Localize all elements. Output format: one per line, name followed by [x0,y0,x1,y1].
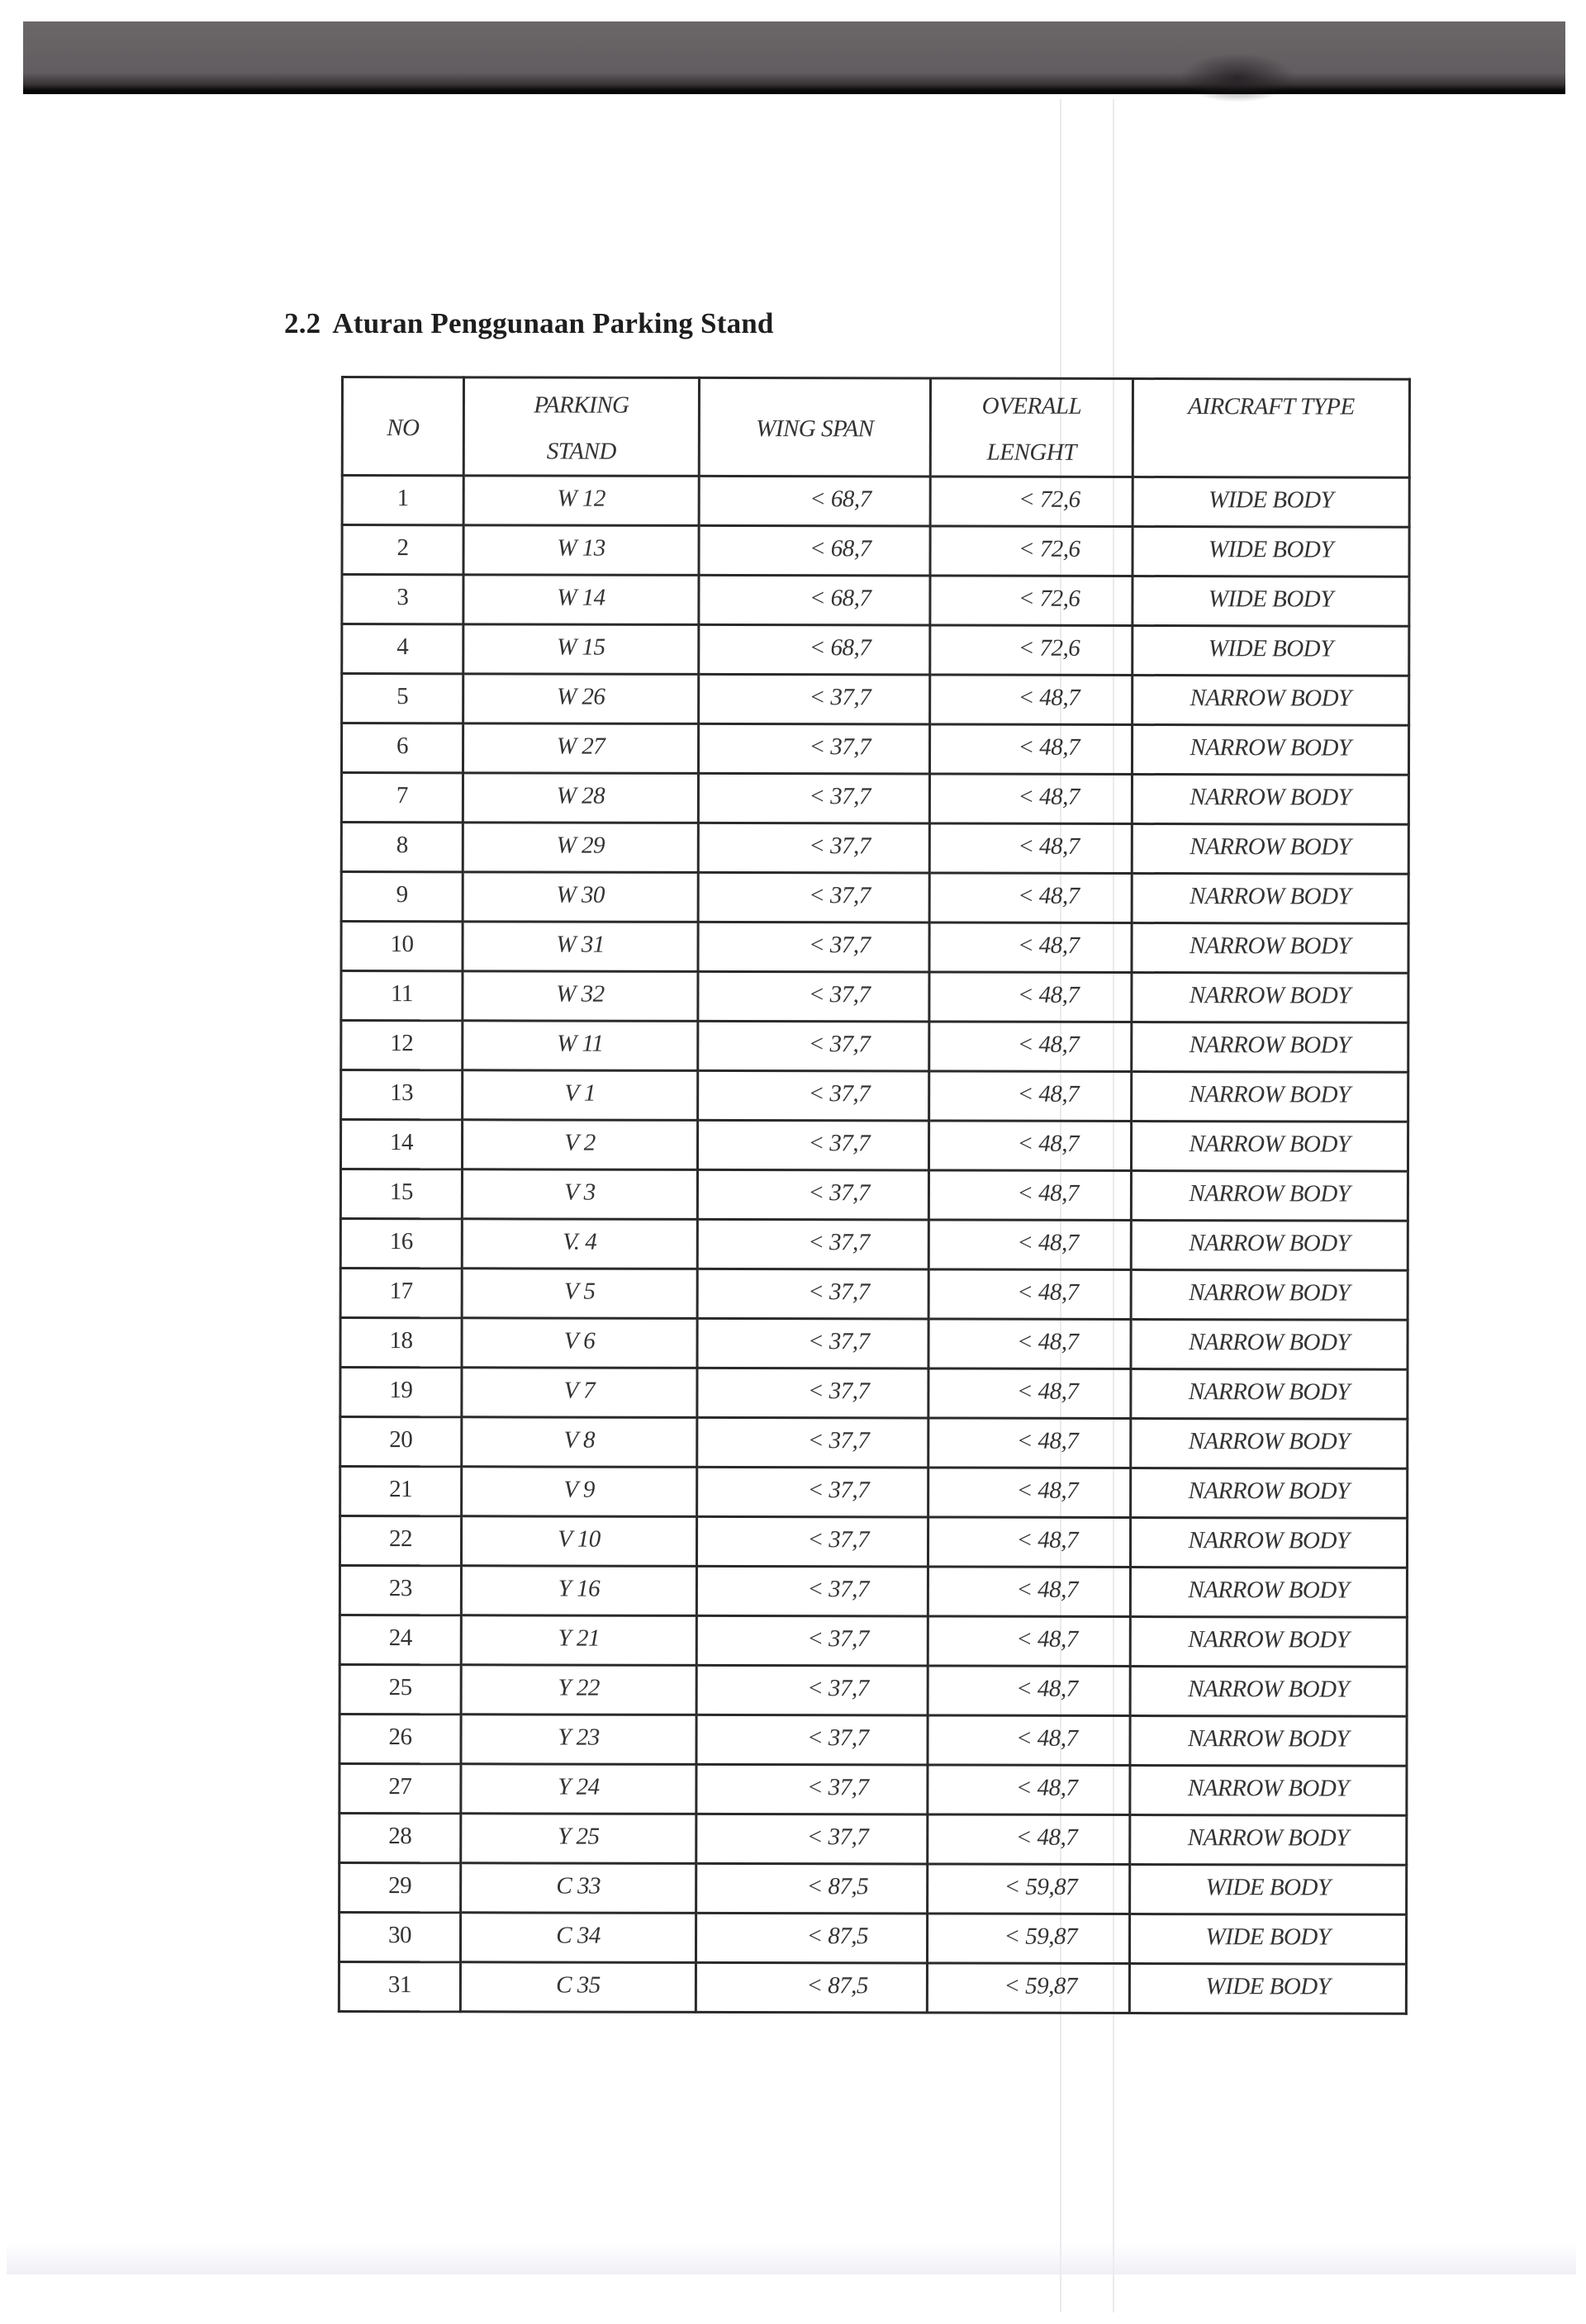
cell-wing-span: < 37,7 [696,1764,928,1814]
cell-parking-stand: Y 16 [461,1566,696,1616]
cell-parking-stand: Y 24 [461,1764,696,1814]
cell-overall-length: < 72,6 [930,625,1133,676]
cell-wing-span: < 37,7 [697,1169,928,1220]
cell-no: 29 [340,1862,461,1912]
cell-parking-stand: V 8 [462,1417,697,1468]
table-row [340,1219,1408,1271]
cell-aircraft-type: NARROW BODY [1133,676,1409,726]
scanner-edge-band [23,21,1565,94]
cell-wing-span: < 37,7 [696,1665,928,1715]
table-row [339,1912,1406,1964]
cell-no: 2 [342,525,463,575]
cell-wing-span: < 37,7 [697,1219,928,1269]
cell-overall-length: < 48,7 [929,823,1132,874]
cell-wing-span: < 37,7 [696,1715,928,1765]
table-body [339,476,1409,2014]
cell-aircraft-type: WIDE BODY [1133,527,1409,577]
cell-no: 27 [340,1763,461,1813]
cell-no: 26 [340,1714,461,1763]
cell-no: 10 [341,922,463,971]
cell-overall-length: < 48,7 [930,675,1133,725]
header-wing-span [699,377,930,477]
table-row [339,1961,1406,2013]
cell-wing-span: < 37,7 [696,1615,928,1666]
cell-overall-length: < 48,7 [928,1616,1130,1667]
cell-overall-length: < 59,87 [927,1963,1129,2013]
cell-no: 1 [342,476,463,525]
cell-no: 24 [340,1615,461,1664]
cell-parking-stand: C 34 [460,1913,696,1963]
header-parking-stand [463,377,699,477]
table-row [341,1070,1408,1122]
table-row [340,1120,1408,1172]
cell-no: 6 [341,723,463,773]
table-row [340,1318,1408,1370]
cell-parking-stand: Y 21 [461,1615,696,1666]
parking-stand-table [338,376,1411,2015]
cell-parking-stand: V 2 [462,1120,697,1170]
cell-no: 23 [340,1566,461,1615]
cell-parking-stand: Y 23 [461,1715,696,1765]
cell-wing-span: < 37,7 [698,1070,929,1121]
cell-overall-length: < 48,7 [928,1269,1131,1320]
cell-aircraft-type: NARROW BODY [1130,1667,1407,1717]
cell-parking-stand: Y 25 [461,1814,696,1864]
cell-aircraft-type: NARROW BODY [1131,1270,1408,1321]
cell-parking-stand: W 30 [463,872,698,922]
table-row [340,1862,1407,1914]
cell-parking-stand: V 10 [461,1516,696,1567]
cell-parking-stand: W 14 [463,575,699,625]
table-row [340,1664,1407,1716]
cell-no: 7 [341,773,463,823]
cell-wing-span: < 68,7 [699,476,930,526]
cell-wing-span: < 87,5 [696,1913,927,1963]
cell-parking-stand: W 31 [463,922,698,972]
cell-wing-span: < 37,7 [696,1814,928,1864]
cell-no: 13 [341,1070,463,1120]
cell-parking-stand: W 27 [463,723,698,774]
section-title: Aturan Penggunaan Parking Stand [332,307,774,339]
table-row [340,1368,1408,1420]
cell-overall-length: < 48,7 [928,1715,1130,1766]
cell-aircraft-type: WIDE BODY [1133,477,1409,528]
table-row [340,1516,1407,1568]
cell-wing-span: < 37,7 [699,674,930,724]
cell-wing-span: < 68,7 [699,624,930,675]
section-heading [284,307,774,340]
cell-parking-stand: C 33 [461,1863,696,1914]
cell-aircraft-type: WIDE BODY [1133,576,1409,627]
cell-wing-span: < 68,7 [699,525,930,576]
cell-wing-span: < 37,7 [698,922,929,972]
cell-wing-span: < 68,7 [699,575,930,625]
header-parking-stand-line2: STAND [546,438,616,465]
cell-parking-stand: V 1 [463,1070,698,1121]
table-row [341,723,1408,775]
cell-wing-span: < 37,7 [698,872,929,922]
header-overall-length [930,378,1133,477]
table-row [340,1763,1407,1815]
cell-wing-span: < 37,7 [697,1318,928,1368]
cell-aircraft-type: NARROW BODY [1131,1171,1408,1221]
table-row [342,674,1409,726]
cell-no: 4 [342,624,463,674]
cell-overall-length: < 48,7 [929,922,1132,973]
table-row [342,575,1409,627]
cell-parking-stand: V 6 [462,1318,697,1368]
table-row [341,872,1408,924]
cell-no: 28 [340,1813,461,1862]
cell-no: 5 [342,674,463,723]
cell-no: 25 [340,1664,461,1714]
cell-parking-stand: W 11 [463,1021,698,1071]
cell-aircraft-type: NARROW BODY [1130,1568,1407,1618]
cell-parking-stand: C 35 [460,1962,696,2013]
cell-parking-stand: W 15 [463,624,699,675]
cell-aircraft-type: NARROW BODY [1131,1419,1408,1469]
cell-overall-length: < 59,87 [927,1914,1129,1964]
table-row [341,773,1408,825]
cell-wing-span: < 37,7 [698,773,929,823]
cell-parking-stand: V. 4 [462,1219,697,1269]
cell-aircraft-type: NARROW BODY [1132,1072,1408,1122]
cell-wing-span: < 87,5 [696,1863,928,1914]
header-aircraft-type-label: AIRCRAFT TYPE [1188,393,1355,420]
header-overall-length-line1: OVERALL [981,392,1082,420]
cell-parking-stand: W 32 [463,971,698,1022]
cell-wing-span: < 37,7 [696,1516,928,1567]
cell-overall-length: < 48,7 [929,724,1132,775]
cell-aircraft-type: NARROW BODY [1131,1221,1408,1271]
header-parking-stand-line1: PARKING [534,391,629,419]
cell-wing-span: < 37,7 [696,1566,928,1616]
table-header-row [342,377,1409,478]
cell-no: 11 [341,971,463,1021]
cell-wing-span: < 37,7 [697,1368,928,1418]
header-aircraft-type [1133,379,1409,478]
cell-aircraft-type: NARROW BODY [1131,1369,1408,1420]
cell-aircraft-type: NARROW BODY [1132,775,1408,825]
cell-aircraft-type: WIDE BODY [1129,1914,1406,1965]
cell-overall-length: < 48,7 [928,1666,1130,1716]
header-wing-span-label: WING SPAN [756,415,874,442]
scan-bottom-shade [7,2241,1576,2274]
table-row [340,1714,1407,1766]
table-row [341,922,1408,974]
cell-aircraft-type: NARROW BODY [1130,1518,1407,1568]
section-number: 2.2 [284,307,321,339]
cell-wing-span: < 37,7 [697,1269,928,1319]
cell-wing-span: < 37,7 [698,1021,929,1071]
cell-overall-length: < 48,7 [928,1220,1131,1270]
cell-no: 9 [341,872,463,922]
cell-parking-stand: V 5 [462,1269,697,1319]
header-no-label: NO [387,414,420,441]
cell-overall-length: < 48,7 [928,1418,1131,1468]
cell-aircraft-type: WIDE BODY [1133,626,1409,676]
cell-aircraft-type: NARROW BODY [1132,725,1408,775]
cell-overall-length: < 48,7 [928,1121,1131,1171]
cell-aircraft-type: NARROW BODY [1132,1022,1408,1073]
cell-overall-length: < 48,7 [928,1319,1131,1369]
cell-wing-span: < 87,5 [696,1962,927,2013]
table-row [342,525,1409,577]
cell-wing-span: < 37,7 [698,823,929,873]
cell-no: 14 [340,1120,462,1169]
table-row [341,823,1408,875]
cell-overall-length: < 59,87 [928,1864,1130,1914]
cell-aircraft-type: NARROW BODY [1132,874,1408,924]
cell-overall-length: < 72,6 [930,526,1133,576]
cell-aircraft-type: NARROW BODY [1132,824,1408,875]
cell-no: 18 [340,1318,462,1368]
cell-aircraft-type: NARROW BODY [1130,1766,1407,1816]
cell-overall-length: < 48,7 [928,1468,1131,1518]
cell-parking-stand: W 13 [463,525,699,576]
cell-no: 16 [340,1219,462,1269]
cell-overall-length: < 48,7 [928,1567,1130,1617]
cell-wing-span: < 37,7 [697,1467,928,1517]
cell-aircraft-type: NARROW BODY [1132,973,1408,1023]
cell-wing-span: < 37,7 [698,971,929,1022]
cell-overall-length: < 48,7 [929,873,1132,923]
cell-overall-length: < 48,7 [929,1022,1132,1072]
cell-no: 22 [340,1516,461,1566]
cell-overall-length: < 48,7 [928,1765,1130,1815]
cell-aircraft-type: NARROW BODY [1130,1716,1407,1767]
cell-overall-length: < 48,7 [929,774,1132,824]
cell-overall-length: < 72,6 [930,477,1133,527]
cell-no: 30 [339,1912,460,1961]
cell-overall-length: < 48,7 [929,1071,1132,1122]
cell-no: 17 [340,1269,462,1318]
cell-parking-stand: W 26 [463,674,699,724]
cell-no: 20 [340,1417,462,1467]
cell-no: 31 [339,1961,460,2011]
header-overall-length-line2: LENGHT [986,439,1076,466]
cell-no: 21 [340,1467,462,1516]
table-row [340,1417,1408,1469]
cell-wing-span: < 37,7 [697,1120,928,1170]
cell-aircraft-type: NARROW BODY [1131,1320,1408,1370]
cell-aircraft-type: NARROW BODY [1130,1815,1407,1866]
cell-parking-stand: Y 22 [461,1665,696,1715]
table-row [340,1615,1407,1667]
cell-parking-stand: V 7 [462,1368,697,1418]
cell-wing-span: < 37,7 [697,1417,928,1468]
cell-aircraft-type: NARROW BODY [1131,1468,1408,1519]
table-row [340,1813,1407,1865]
cell-overall-length: < 48,7 [928,1517,1130,1568]
cell-aircraft-type: NARROW BODY [1132,923,1408,974]
cell-wing-span: < 37,7 [698,723,929,774]
cell-no: 12 [341,1021,463,1070]
cell-aircraft-type: WIDE BODY [1130,1865,1407,1915]
header-no [342,377,463,476]
cell-aircraft-type: WIDE BODY [1129,1964,1406,2014]
cell-overall-length: < 48,7 [928,1814,1130,1865]
table-row [340,1566,1407,1618]
cell-no: 3 [342,575,463,624]
cell-overall-length: < 48,7 [928,1170,1131,1221]
table-row [340,1169,1408,1221]
cell-parking-stand: V 9 [462,1467,697,1517]
cell-parking-stand: V 3 [462,1169,697,1220]
cell-parking-stand: W 28 [463,773,698,823]
cell-no: 15 [340,1169,462,1219]
table-row [340,1467,1408,1519]
cell-no: 19 [340,1368,462,1417]
table-row [341,1021,1408,1073]
cell-parking-stand: W 29 [463,823,698,873]
table-row [342,624,1409,676]
cell-overall-length: < 48,7 [929,972,1132,1022]
cell-overall-length: < 48,7 [928,1368,1131,1419]
cell-aircraft-type: NARROW BODY [1131,1122,1408,1172]
cell-parking-stand: W 12 [463,476,699,526]
cell-no: 8 [341,823,463,872]
table-row [340,1269,1408,1321]
cell-aircraft-type: NARROW BODY [1130,1617,1407,1667]
cell-overall-length: < 72,6 [930,576,1133,626]
scanner-smudge [1180,53,1295,102]
table-row [342,476,1409,528]
table-row [341,971,1408,1023]
